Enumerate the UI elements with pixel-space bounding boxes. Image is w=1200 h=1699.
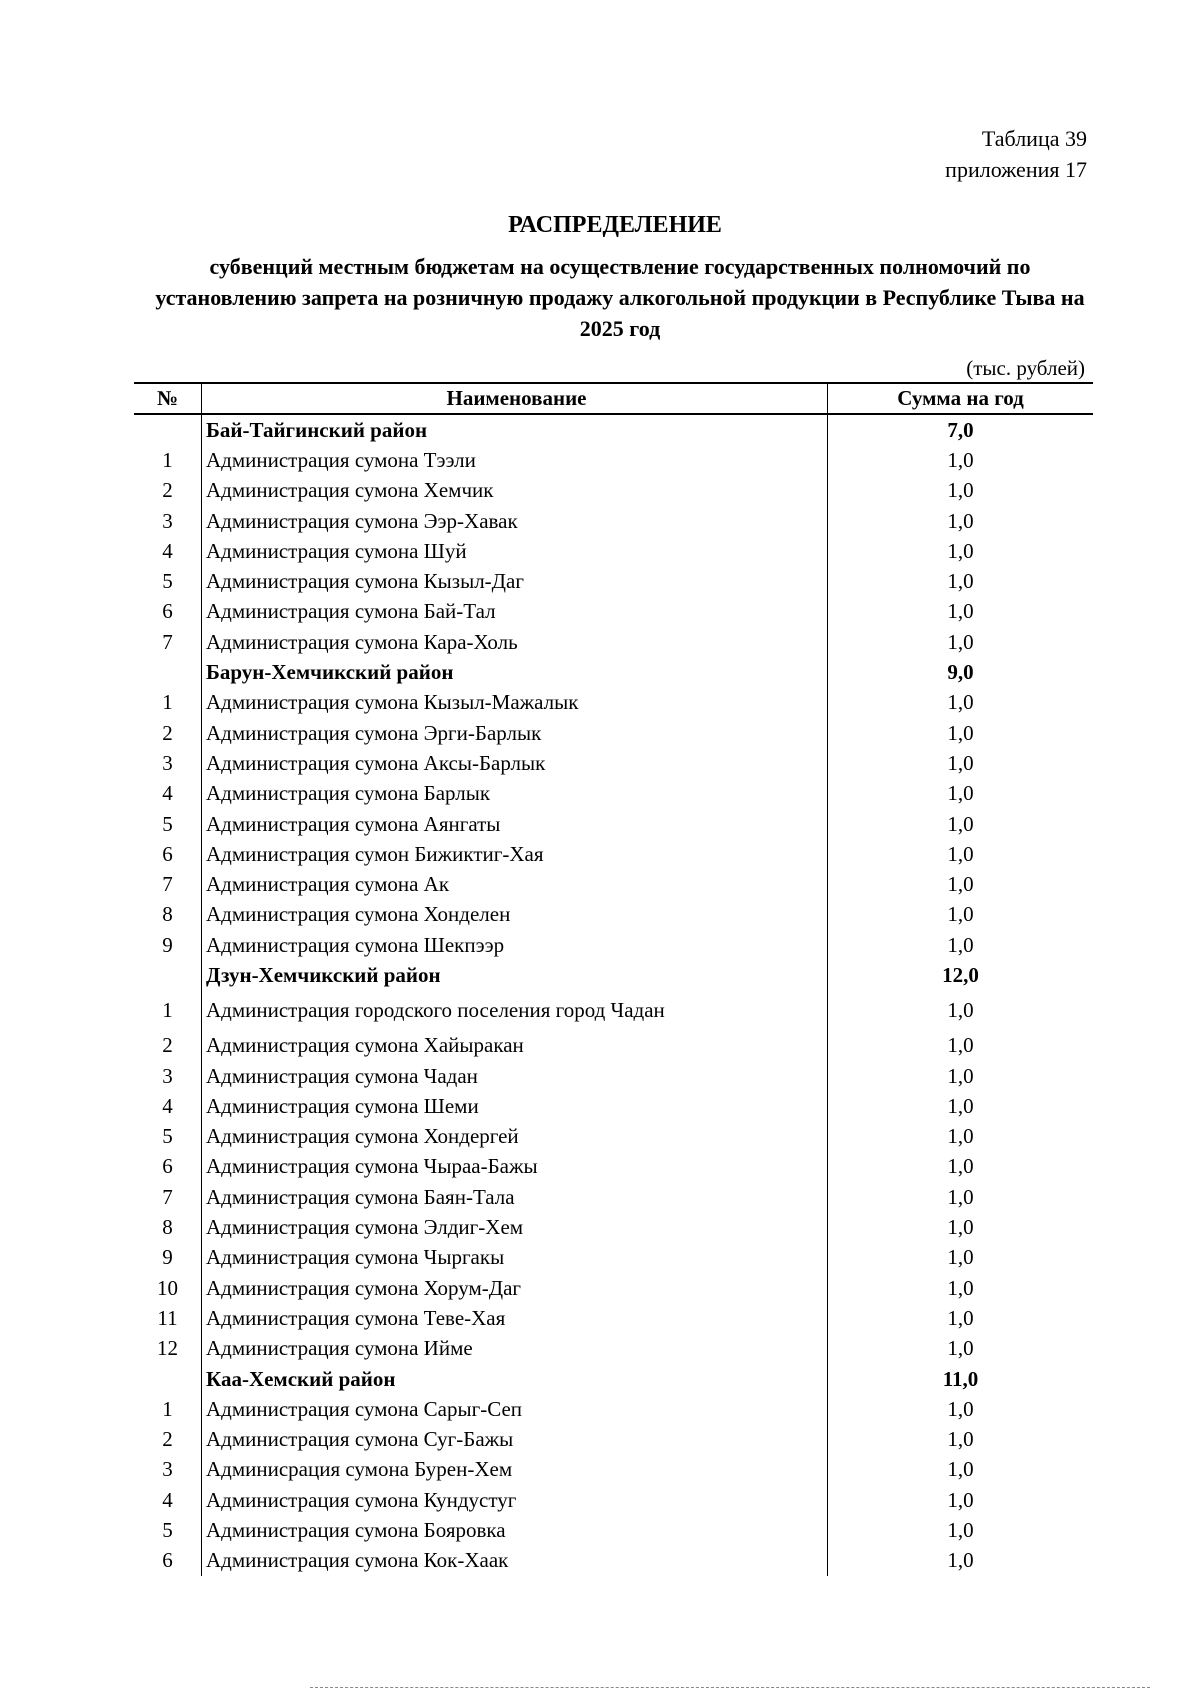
row-sum: 1,0 [947,599,974,624]
row-name: Администрация сумона Кара-Холь [202,627,828,657]
table-row [134,536,1093,566]
row-number [134,960,202,990]
row-number: 2 [134,718,202,748]
row-number: 12 [134,1334,202,1364]
row-name: Администрация сумона Кызыл-Мажалык [202,688,828,718]
row-name: Администрация сумона Чыраа-Бажы [202,1152,828,1182]
row-number [134,657,202,687]
table-row [134,1243,1093,1273]
row-number: 7 [134,627,202,657]
units-label: (тыс. рублей) [966,356,1085,380]
row-name: Администрация сумона Суг-Бажы [202,1425,828,1455]
table-row [134,688,1093,718]
row-number: 5 [134,809,202,839]
table-row [134,1425,1093,1455]
row-name: Администрация сумона Аксы-Барлык [202,748,828,778]
table-row [134,1303,1093,1333]
row-name: Администрация сумона Бояровка [202,1515,828,1545]
row-sum: 1,0 [947,1154,974,1179]
row-name: Администрация сумона Чыргакы [202,1243,828,1273]
row-sum: 1,0 [947,750,974,775]
row-number: 1 [134,688,202,718]
table-row [134,1212,1093,1242]
row-number [134,1364,202,1394]
district-row [134,1364,1093,1394]
row-sum: 1,0 [947,1518,974,1543]
row-sum: 1,0 [947,998,974,1023]
table-row [134,1152,1093,1182]
row-sum: 1,0 [947,1427,974,1452]
row-sum: 1,0 [947,781,974,806]
row-name: Администрация сумона Хайыракан [202,1031,828,1061]
row-sum: 1,0 [947,538,974,563]
row-number: 8 [134,1212,202,1242]
row-name: Администрация сумона Аянгаты [202,809,828,839]
header-name: Наименование [202,383,828,414]
row-sum: 1,0 [947,1487,974,1512]
row-sum: 7,0 [947,417,974,442]
caption-appendix: приложения 17 [945,157,1087,182]
row-name: Администрация сумона Шекпээр [202,930,828,960]
row-number: 10 [134,1273,202,1303]
row-number: 3 [134,1061,202,1091]
row-sum: 1,0 [947,629,974,654]
table-row [134,779,1093,809]
district-row [134,657,1093,687]
row-sum: 12,0 [942,962,979,987]
row-name: Администрация сумона Ээр-Хавак [202,506,828,536]
table-row [134,1031,1093,1061]
row-name: Администрация сумона Шеми [202,1091,828,1121]
row-number: 7 [134,1182,202,1212]
table-row [134,1455,1093,1485]
row-sum: 1,0 [947,841,974,866]
table-row [134,748,1093,778]
row-number: 5 [134,1515,202,1545]
row-number: 3 [134,1455,202,1485]
scan-artifact-line [310,1687,1150,1688]
table-row [134,597,1093,627]
table-row [134,1485,1093,1515]
row-name: Администрация сумона Ак [202,869,828,899]
document-subtitle: субвенций местным бюджетам на осуществление государственных полномочий по установлению запрета на розничную продажу алкогольной продукции в Республике Тыва на 2025 год [155,254,1085,341]
row-name: Барун-Хемчикский район [202,657,828,687]
row-name: Администрация сумона Эрги-Барлык [202,718,828,748]
row-number: 1 [134,991,202,1031]
table-row [134,930,1093,960]
row-name: Администрация сумона Ийме [202,1334,828,1364]
row-name: Администрация сумона Теве-Хая [202,1303,828,1333]
row-sum: 1,0 [947,1457,974,1482]
caption-table-number: Таблица 39 [981,126,1087,151]
table-row [134,1394,1093,1424]
row-sum: 1,0 [947,872,974,897]
row-name: Администрация сумона Хемчик [202,476,828,506]
row-number: 6 [134,1546,202,1576]
row-number: 9 [134,930,202,960]
row-sum: 1,0 [947,1396,974,1421]
row-number: 6 [134,1152,202,1182]
row-sum: 1,0 [947,1124,974,1149]
row-name: Администрация сумона Кундустуг [202,1485,828,1515]
table-row [134,627,1093,657]
table-row [134,1273,1093,1303]
row-sum: 1,0 [947,720,974,745]
row-sum: 1,0 [947,1336,974,1361]
row-number: 5 [134,1122,202,1152]
row-sum: 1,0 [947,1305,974,1330]
row-sum: 11,0 [942,1366,979,1391]
table-header [134,383,1093,414]
table-row [134,1122,1093,1152]
row-sum: 1,0 [947,569,974,594]
row-sum: 1,0 [947,1033,974,1058]
row-number: 4 [134,536,202,566]
row-number: 8 [134,900,202,930]
row-sum: 1,0 [947,1063,974,1088]
table-row [134,1334,1093,1364]
row-number: 3 [134,506,202,536]
row-name: Администрация сумона Бай-Тал [202,597,828,627]
row-name: Администрация сумона Кок-Хаак [202,1546,828,1576]
row-name: Администрация сумона Чадан [202,1061,828,1091]
header-sum: Сумма на год [828,383,1094,414]
table-body [134,414,1093,1576]
row-sum: 9,0 [947,660,974,685]
distribution-table [134,382,1093,1576]
row-number: 1 [134,1394,202,1424]
row-number: 7 [134,869,202,899]
row-sum: 1,0 [947,1093,974,1118]
row-sum: 1,0 [947,447,974,472]
row-sum: 1,0 [947,1548,974,1573]
row-number: 3 [134,748,202,778]
row-sum: 1,0 [947,478,974,503]
table-row [134,1091,1093,1121]
table-row [134,869,1093,899]
row-number: 2 [134,476,202,506]
table-row [134,1546,1093,1576]
row-number: 4 [134,1485,202,1515]
table-row [134,1061,1093,1091]
row-name: Бай-Тайгинский район [202,414,828,445]
table-row [134,839,1093,869]
row-sum: 1,0 [947,508,974,533]
row-name: Администрация сумона Баян-Тала [202,1182,828,1212]
row-sum: 1,0 [947,811,974,836]
row-sum: 1,0 [947,1245,974,1270]
row-number: 11 [134,1303,202,1333]
row-number: 2 [134,1425,202,1455]
row-name: Администрация сумона Хонделен [202,900,828,930]
header-number: № [134,383,202,414]
row-name: Администрация сумона Тээли [202,445,828,475]
row-sum: 1,0 [947,1184,974,1209]
table-row [134,991,1093,1031]
row-number: 5 [134,566,202,596]
row-name: Администрация сумона Барлык [202,779,828,809]
row-name: Админисрация сумона Бурен-Хем [202,1455,828,1485]
table-row [134,809,1093,839]
row-sum: 1,0 [947,932,974,957]
row-name: Администрация сумона Хондергей [202,1122,828,1152]
row-number: 1 [134,445,202,475]
row-number [134,414,202,445]
row-name: Администрация сумона Шуй [202,536,828,566]
table-row [134,566,1093,596]
district-row [134,414,1093,445]
table-row [134,718,1093,748]
district-row [134,960,1093,990]
document-title: РАСПРЕДЕЛЕНИЕ [508,212,722,238]
row-name: Администрация городского поселения город Чадан [202,991,828,1031]
row-number: 2 [134,1031,202,1061]
row-sum: 1,0 [947,902,974,927]
row-name: Каа-Хемский район [202,1364,828,1394]
table-row [134,1515,1093,1545]
row-name: Администрация сумона Сарыг-Сеп [202,1394,828,1424]
row-sum: 1,0 [947,690,974,715]
row-name: Администрация сумон Бижиктиг-Хая [202,839,828,869]
row-name: Администрация сумона Элдиг-Хем [202,1212,828,1242]
table-row [134,1182,1093,1212]
row-sum: 1,0 [947,1215,974,1240]
row-name: Администрация сумона Хорум-Даг [202,1273,828,1303]
row-name: Администрация сумона Кызыл-Даг [202,566,828,596]
table-row [134,476,1093,506]
row-number: 9 [134,1243,202,1273]
row-number: 4 [134,779,202,809]
table-row [134,900,1093,930]
row-number: 6 [134,597,202,627]
table-row [134,506,1093,536]
row-sum: 1,0 [947,1275,974,1300]
row-number: 6 [134,839,202,869]
row-name: Дзун-Хемчикский район [202,960,828,990]
table-row [134,445,1093,475]
row-number: 4 [134,1091,202,1121]
